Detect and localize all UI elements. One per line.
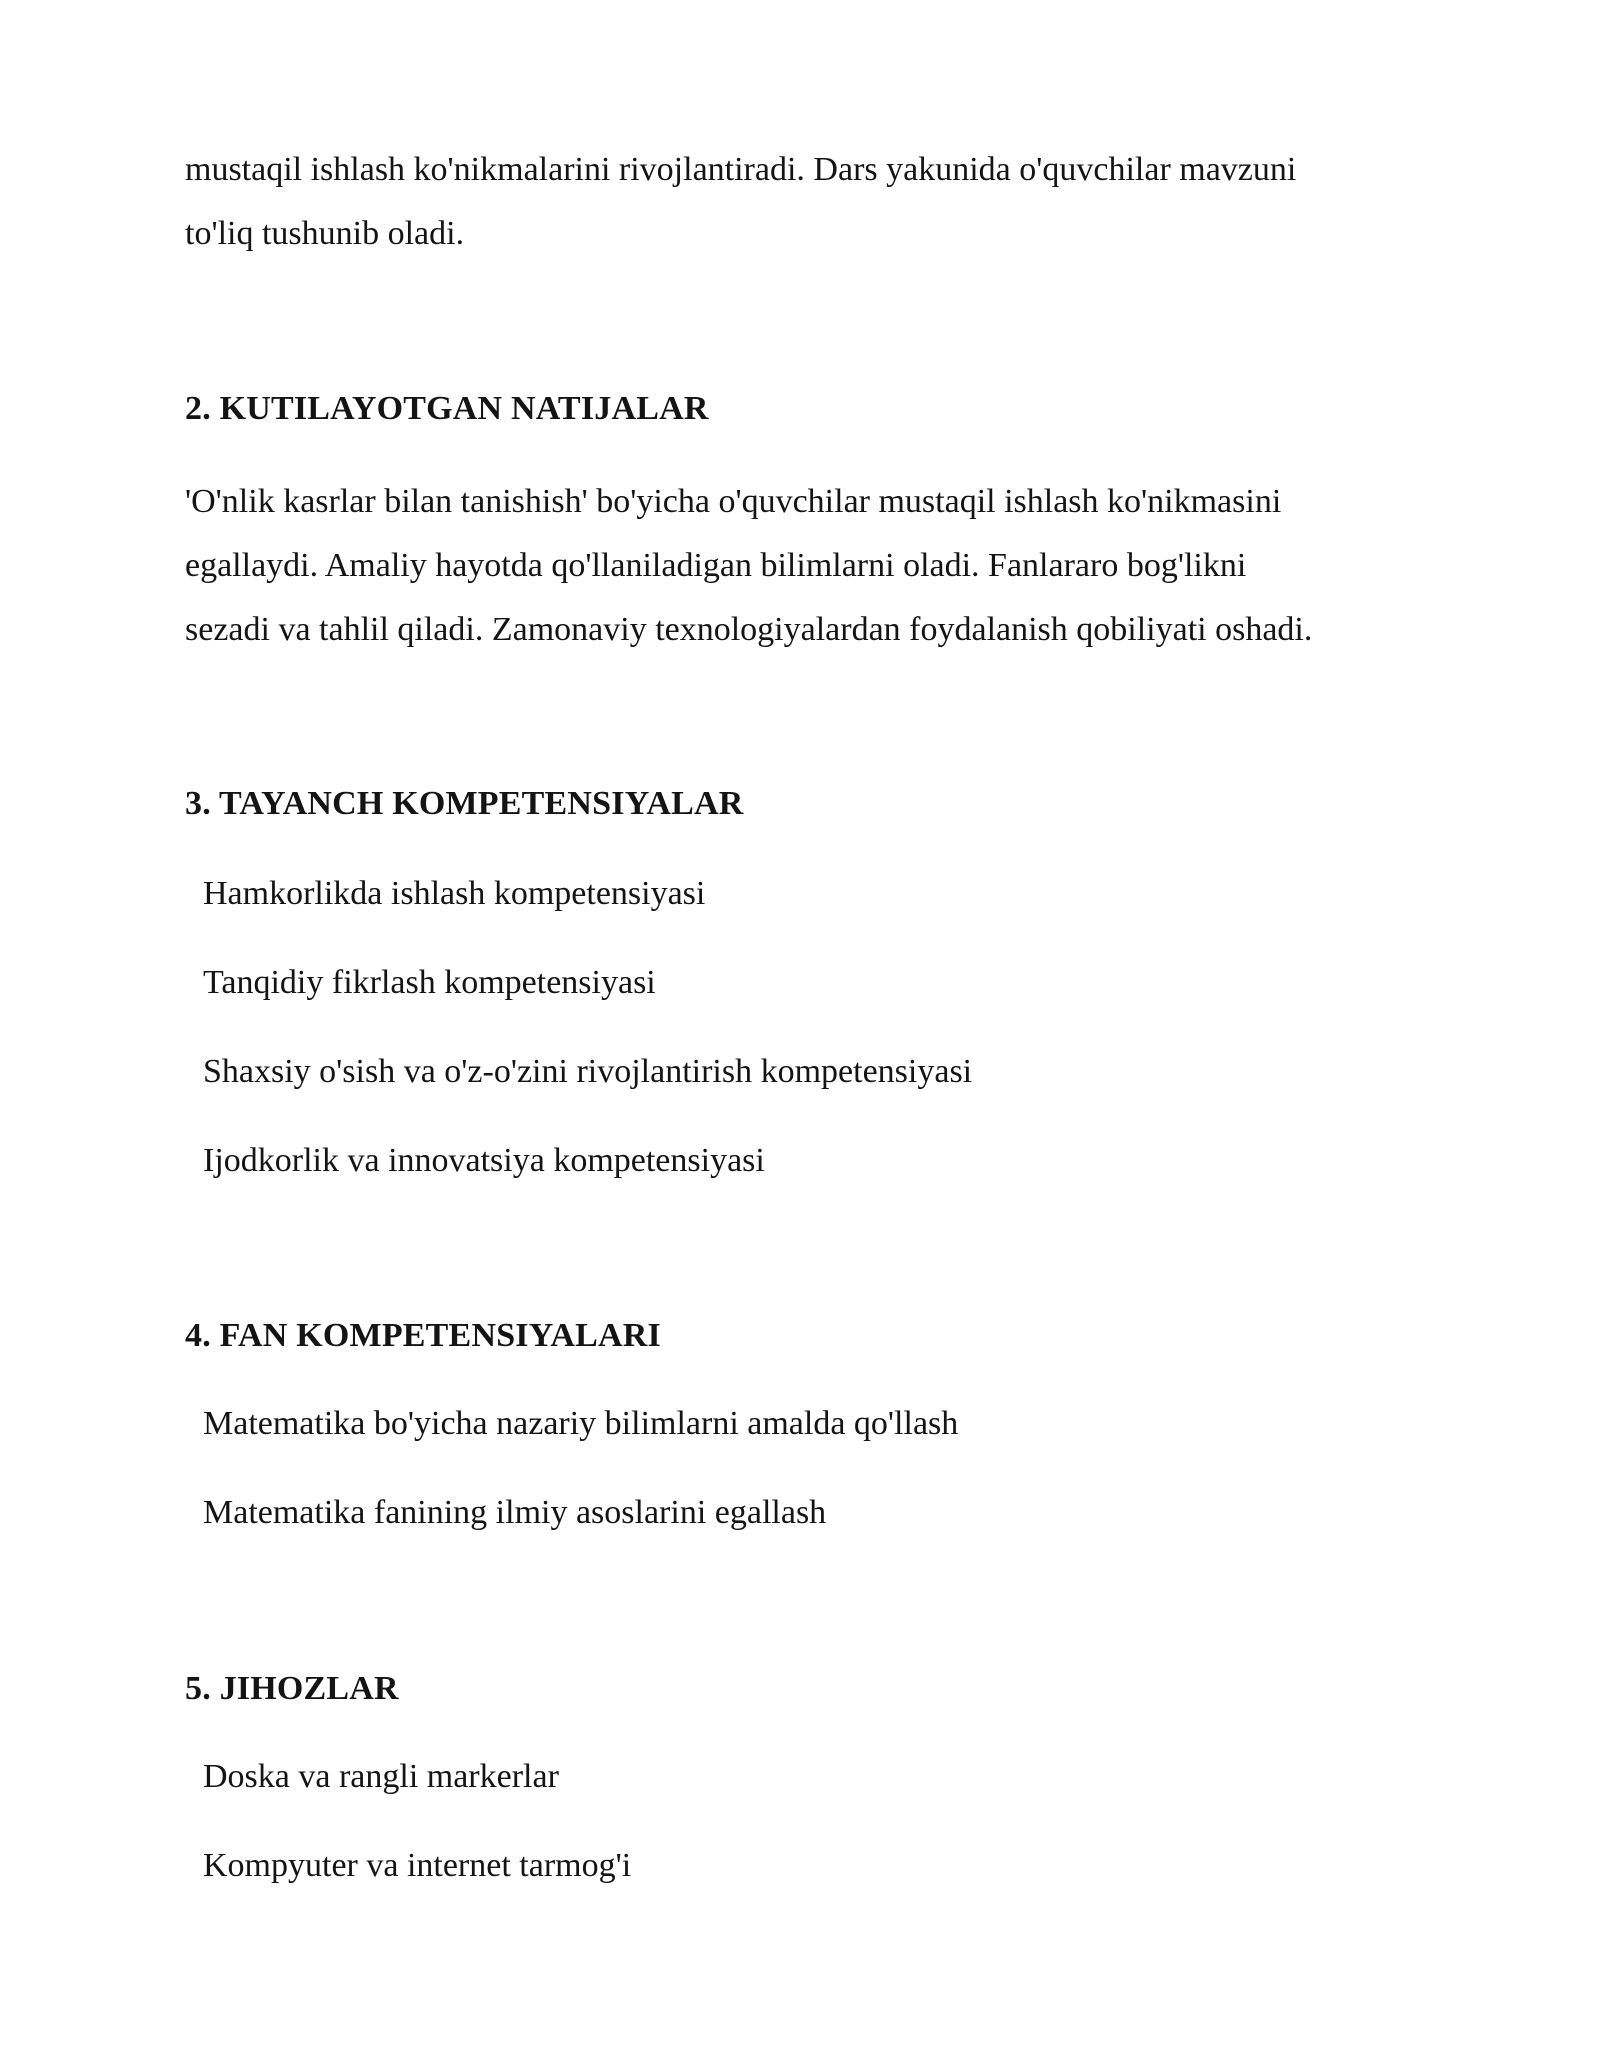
subject-competency-item (185, 1489, 1435, 1537)
list-item: Matematika fanining ilmiy asoslarini egallash (203, 1494, 827, 1531)
section-heading: 4. FAN KOMPETENSIYALARI (185, 1317, 661, 1354)
list-item: Tanqidiy fikrlash kompetensiyasi (203, 964, 656, 1001)
section-subject-competencies (185, 1312, 1435, 1360)
equipment-item (185, 1753, 1435, 1801)
section-heading: 2. KUTILAYOTGAN NATIJALAR (185, 390, 709, 427)
section-equipment (185, 1665, 1435, 1713)
intro-line-2: to'liq tushunib oladi. (185, 215, 465, 252)
competency-item (185, 959, 1435, 1007)
list-item: Hamkorlikda ishlash kompetensiyasi (203, 875, 706, 912)
section-expected-results-body (185, 470, 1435, 662)
section-heading: 5. JIHOZLAR (185, 1670, 399, 1707)
section-expected-results (185, 385, 1435, 433)
list-item: Matematika bo'yicha nazariy bilimlarni amalda qo'llash (203, 1405, 959, 1442)
competency-item (185, 1048, 1435, 1096)
section-heading: 3. TAYANCH KOMPETENSIYALAR (185, 785, 744, 822)
subject-competency-item (185, 1400, 1435, 1448)
paragraph-line: sezadi va tahlil qiladi. Zamonaviy texnologiyalardan foydalanish qobiliyati oshadi. (185, 611, 1313, 648)
section-core-competencies (185, 780, 1435, 828)
list-item: Doska va rangli markerlar (203, 1758, 559, 1795)
list-item: Shaxsiy o'sish va o'z-o'zini rivojlantirish kompetensiyasi (203, 1053, 973, 1090)
competency-item (185, 870, 1435, 918)
intro-paragraph (185, 138, 1435, 266)
paragraph-line: 'O'nlik kasrlar bilan tanishish' bo'yicha o'quvchilar mustaqil ishlash ko'nikmasini (185, 483, 1282, 520)
equipment-item (185, 1842, 1435, 1890)
competency-item (185, 1137, 1435, 1185)
intro-line-1: mustaqil ishlash ko'nikmalarini rivojlantiradi. Dars yakunida o'quvchilar mavzuni (185, 151, 1297, 188)
list-item: Ijodkorlik va innovatsiya kompetensiyasi (203, 1142, 765, 1179)
paragraph-line: egallaydi. Amaliy hayotda qo'llaniladigan bilimlarni oladi. Fanlararo bog'likni (185, 547, 1247, 584)
list-item: Kompyuter va internet tarmog'i (203, 1847, 632, 1884)
